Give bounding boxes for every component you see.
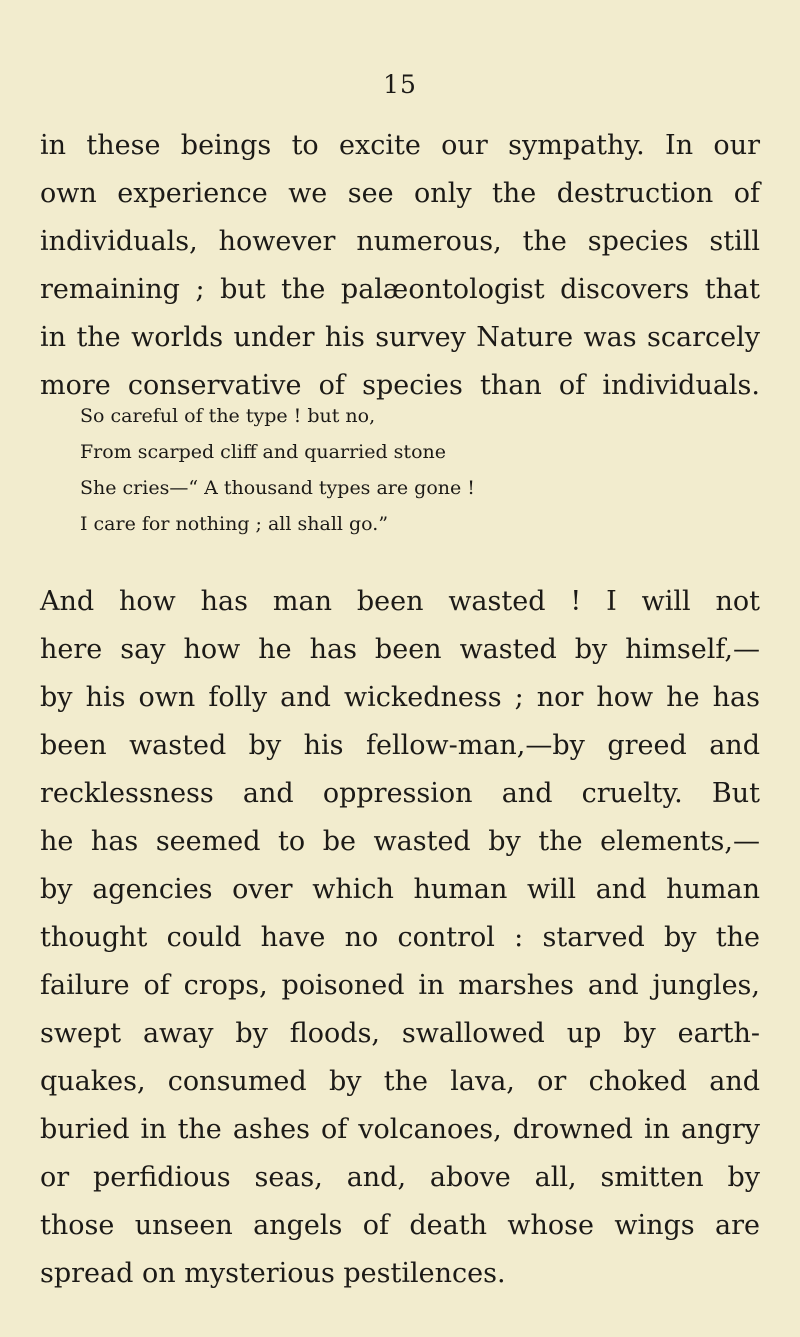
text-line: And how has man been wasted ! I will not xyxy=(40,586,760,617)
text-line: been wasted by his fellow-man,—by greed and xyxy=(40,730,760,761)
text-line: quakes, consumed by the lava, or choked and xyxy=(40,1066,760,1097)
text-line: individuals, however numerous, the species still xyxy=(40,226,760,257)
poem-line: I care for nothing ; all shall go.” xyxy=(80,513,389,535)
page-number: 15 xyxy=(383,70,417,99)
text-line: here say how he has been wasted by himself,— xyxy=(40,634,760,665)
text-line: recklessness and oppression and cruelty. But xyxy=(40,778,760,809)
text-line: remaining ; but the palæontologist discovers that xyxy=(40,274,760,305)
text-line: spread on mysterious pestilences. xyxy=(40,1258,506,1289)
text-line: buried in the ashes of volcanoes, drowned in angry xyxy=(40,1114,760,1145)
text-line: in these beings to excite our sympathy. In our xyxy=(40,130,760,161)
text-line: those unseen angels of death whose wings are xyxy=(40,1210,760,1241)
text-line: failure of crops, poisoned in marshes and jungles, xyxy=(40,970,760,1001)
text-line: by his own folly and wickedness ; nor how he has xyxy=(40,682,760,713)
text-line: swept away by floods, swallowed up by earth- xyxy=(40,1018,760,1049)
text-line: or perfidious seas, and, above all, smitten by xyxy=(40,1162,760,1193)
poem-line: From scarped cliff and quarried stone xyxy=(80,441,446,463)
paragraph-1 xyxy=(40,122,760,410)
text-line: own experience we see only the destruction of xyxy=(40,178,760,209)
poem-quotation xyxy=(80,398,640,542)
text-line: he has seemed to be wasted by the elements,— xyxy=(40,826,760,857)
poem-line: She cries—“ A thousand types are gone ! xyxy=(80,477,475,499)
text-line: thought could have no control : starved by the xyxy=(40,922,760,953)
paragraph-2 xyxy=(40,578,760,1298)
text-line: by agencies over which human will and human xyxy=(40,874,760,905)
text-line: more conservative of species than of individuals. xyxy=(40,370,760,401)
text-line: in the worlds under his survey Nature was scarcely xyxy=(40,322,760,353)
poem-line: So careful of the type ! but no, xyxy=(80,405,376,427)
